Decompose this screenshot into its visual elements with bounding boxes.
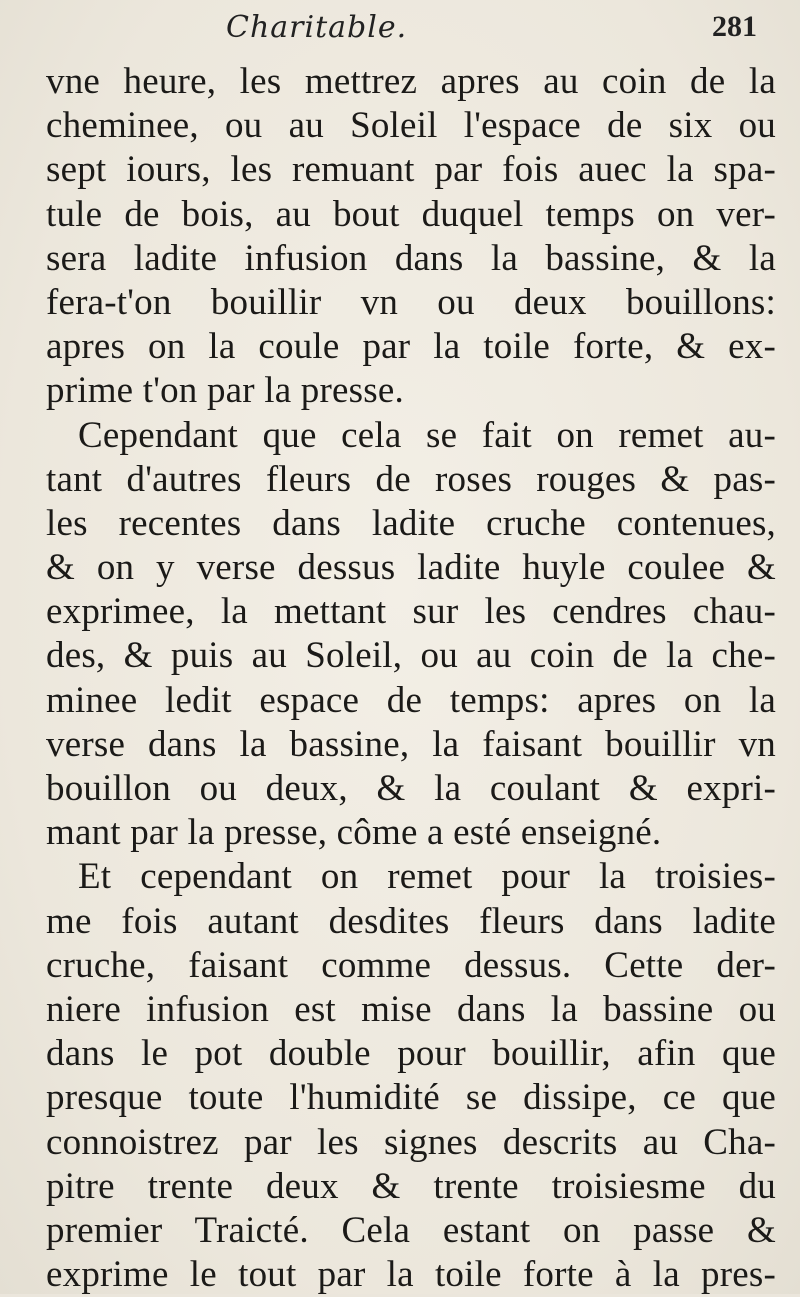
text-line: premier Traicté. Cela estant on passe & bbox=[46, 1209, 776, 1251]
text-line: dans le pot double pour bouillir, afin que bbox=[46, 1033, 776, 1075]
text-line: niere infusion est mise dans la bassine ou bbox=[46, 988, 776, 1030]
text-line: apres on la coule par la toile forte, & ex- bbox=[46, 326, 776, 368]
text-line: Cependant que cela se fait on remet au- bbox=[78, 414, 776, 456]
text-line: Et cependant on remet pour la troisies- bbox=[78, 856, 776, 898]
text-line: cruche, faisant comme dessus. Cette der- bbox=[46, 944, 776, 986]
page-number: 281 bbox=[712, 10, 757, 43]
text-line: presque toute l'humidité se dissipe, ce que bbox=[46, 1077, 776, 1119]
text-line: minee ledit espace de temps: apres on la bbox=[46, 679, 776, 721]
text-line: me fois autant desdites fleurs dans ladite bbox=[46, 900, 776, 942]
text-line: prime t'on par la presse. bbox=[46, 370, 404, 412]
body-text bbox=[46, 60, 776, 1297]
text-line: mant par la presse, côme a esté enseigné. bbox=[46, 812, 662, 854]
text-line: sept iours, les remuant par fois auec la spa- bbox=[46, 149, 776, 191]
text-line: fera-t'on bouillir vn ou deux bouillons: bbox=[46, 281, 776, 323]
text-line: bouillon ou deux, & la coulant & expri- bbox=[46, 768, 776, 809]
text-line: connoistrez par les signes descrits au Cha- bbox=[46, 1121, 776, 1163]
text-line: verse dans la bassine, la faisant bouillir vn bbox=[46, 723, 776, 765]
text-line: des, & puis au Soleil, ou au coin de la che- bbox=[46, 635, 776, 677]
text-line: tant d'autres fleurs de roses rouges & pas- bbox=[46, 458, 776, 500]
running-title: Charitable. bbox=[226, 10, 408, 45]
text-line: sera ladite infusion dans la bassine, & la bbox=[46, 237, 776, 279]
text-line: cheminee, ou au Soleil l'espace de six ou bbox=[46, 105, 776, 147]
text-line: exprime le tout par la toile forte à la pres- bbox=[46, 1254, 776, 1296]
running-head bbox=[0, 6, 800, 46]
text-line: exprimee, la mettant sur les cendres chau- bbox=[46, 591, 776, 633]
text-line: pitre trente deux & trente troisiesme du bbox=[46, 1165, 776, 1207]
text-line: & on y verse dessus ladite huyle coulee & bbox=[46, 547, 776, 589]
text-line: les recentes dans ladite cruche contenues, bbox=[46, 502, 776, 544]
text-line: tule de bois, au bout duquel temps on ver- bbox=[46, 193, 776, 235]
text-line: vne heure, les mettrez apres au coin de la bbox=[46, 61, 776, 102]
